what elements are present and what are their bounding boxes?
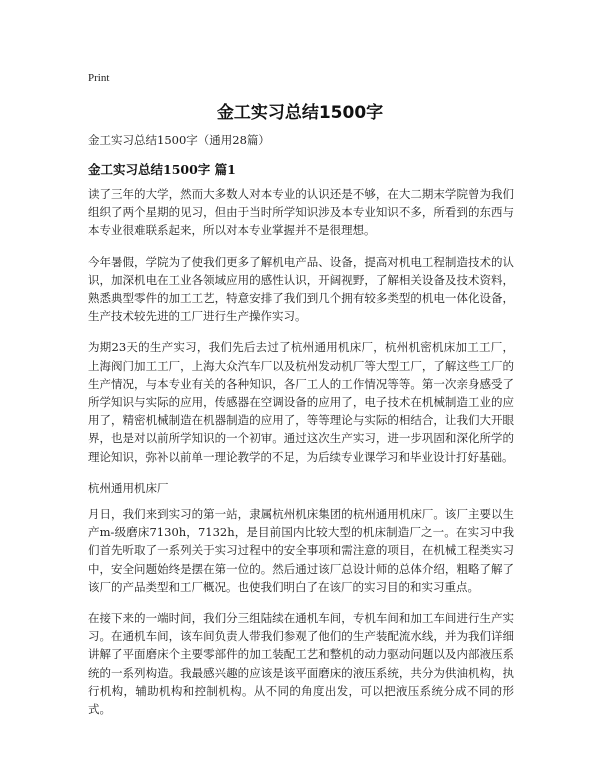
- print-label[interactable]: Print: [88, 72, 110, 84]
- paragraph: 读了三年的大学，然而大多数人对本专业的认识还是不够，在大二期末学院曾为我们组织了两个星期的见习，但由于当时所学知识涉及本专业知识不多，所看到的东西与本专业很难联系起来，所以对本专业掌握并不是很理想。: [88, 187, 514, 238]
- paragraph: 今年暑假，学院为了使我们更多了解机电产品、设备，提高对机电工程制造技术的认识，加深机电在工业各领域应用的感性认识，开阔视野，了解相关设备及技术资料，熟悉典型零件的加工工艺，特意安排了我们到几个拥有较多类型的机电一体化设备，生产技术较先进的工厂进行生产操作实习。: [88, 254, 514, 324]
- document-title: 金工实习总结1500字: [216, 103, 384, 123]
- section-heading: 金工实习总结1500字 篇1: [88, 162, 236, 177]
- subsection-heading: 杭州通用机床厂: [88, 480, 169, 495]
- paragraph: 在接下来的一端时间，我们分三组陆续在通机车间，专机车间和加工车间进行生产实习。在通机车间，该车间负责人带我们参观了他们的生产装配流水线，并为我们详细讲解了平面磨床个主要零部件的加工装配工艺和整机的动力驱动问题以及内部液压系统的一系列构造。我最感兴趣的应该是该平面磨床的液压系统，共分为供油机构，执行机构，辅助机构和控制机构。从不同的角度出发，可以把液压系统分成不同的形式。: [88, 611, 514, 717]
- paragraph: 为期23天的生产实习，我们先后去过了杭州通用机床厂，杭州机密机床加工工厂，上海阀门加工工厂，上海大众汽车厂以及杭州发动机厂等大型工厂，了解这些工厂的生产情况，与本专业有关的各种知识，各厂工人的工作情况等等。第一次亲身感受了所学知识与实际的应用，传感器在空调设备的应用了，电子技术在机械制造工业的应用了，精密机械制造在机器制造的应用了，等等理论与实际的相结合，让我们大开眼界，也是对以前所学知识的一个初审。通过这次生产实习，进一步巩固和深化所学的理论知识，弥补以前单一理论教学的不足，为后续专业课学习和毕业设计打好基础。: [88, 340, 514, 464]
- document-subtitle: 金工实习总结1500字（通用28篇）: [88, 133, 270, 147]
- paragraph: 月日，我们来到实习的第一站，隶属杭州机床集团的杭州通用机床厂。该厂主要以生产m-级磨床7130h，7132h，是目前国内比较大型的机床制造厂之一。在实习中我们首先听取了一系列关于实习过程中的安全事项和需注意的项目，在机械工程类实习中，安全问题始终是摆在第一位的。然后通过该厂总设计师的总体介绍，粗略了解了该厂的产品类型和工厂概况。也使我们明白了在该厂的实习目的和实习重点。: [88, 507, 514, 594]
- document-body: [88, 185, 514, 731]
